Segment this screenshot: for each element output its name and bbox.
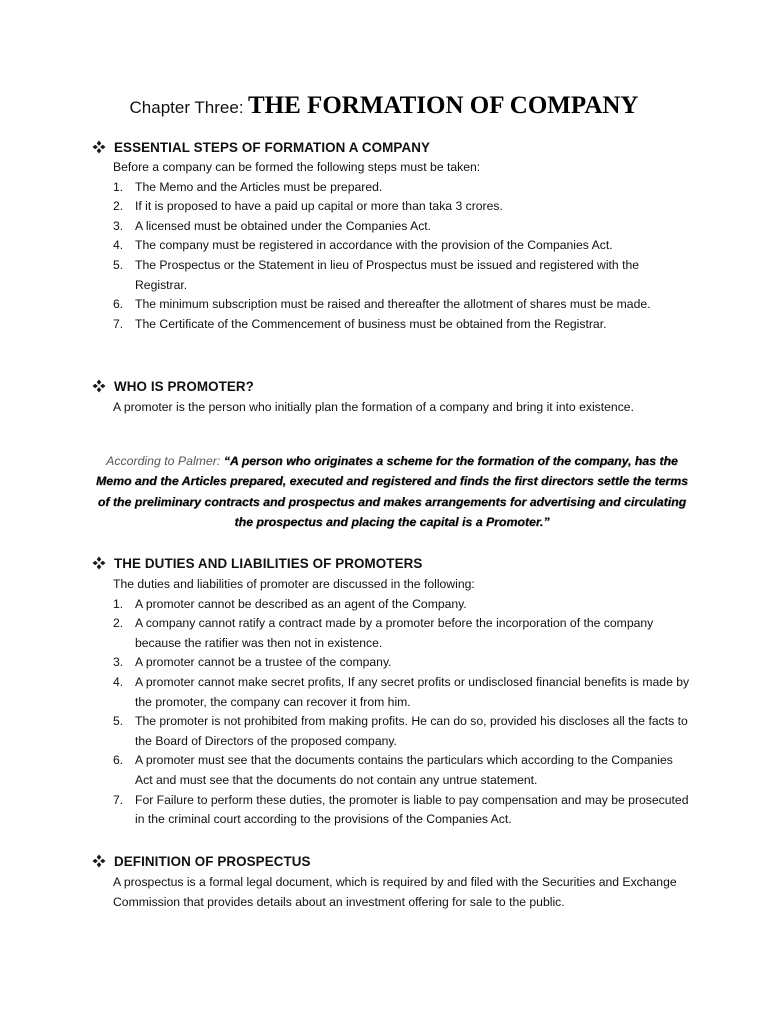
list-number: 7. <box>113 316 124 331</box>
section-heading <box>92 376 692 396</box>
list-item <box>113 595 692 615</box>
list-item <box>113 751 692 790</box>
section-essential-steps <box>92 137 692 334</box>
list-number: 7. <box>113 792 124 807</box>
list-number: 6. <box>113 753 124 768</box>
list-number: 3. <box>113 218 124 233</box>
list-text: If it is proposed to have a paid up capital or more than taka 3 crores. <box>135 199 503 214</box>
section-body <box>113 873 692 912</box>
four-diamond-bullet-icon <box>92 140 106 154</box>
section-definition-prospectus <box>92 851 692 912</box>
list-text: A promoter cannot be described as an agent of the Company. <box>135 596 467 611</box>
list-text: A company cannot ratify a contract made by a promoter before the incorporation of the company because the ratifier was then not in existence. <box>135 616 654 650</box>
section-heading-text: WHO IS PROMOTER? <box>114 378 254 394</box>
section-body <box>113 158 692 334</box>
chapter-label: Chapter Three: <box>129 98 244 117</box>
section-intro: The duties and liabilities of promoter are discussed in the following: <box>113 577 475 591</box>
list-item <box>113 197 692 217</box>
list-text: For Failure to perform these duties, the promoter is liable to pay compensation and may be prosecuted in the criminal court according to the provisions of the Companies Act. <box>135 792 689 827</box>
list-item <box>113 673 692 712</box>
list-number: 1. <box>113 596 124 611</box>
section-duties-liabilities <box>92 553 692 830</box>
list-item <box>113 614 692 653</box>
section-intro: A promoter is the person who initially plan the formation of a company and bring it into existence. <box>113 400 634 414</box>
section-heading-text: DEFINITION OF PROSPECTUS <box>114 853 311 869</box>
list-number: 2. <box>113 616 124 631</box>
list-number: 5. <box>113 257 124 272</box>
duties-list <box>113 595 692 830</box>
list-text: The Memo and the Articles must be prepared. <box>135 179 383 194</box>
chapter-title: THE FORMATION OF COMPANY <box>248 92 639 119</box>
list-text: A licensed must be obtained under the Companies Act. <box>135 218 432 233</box>
list-text: A promoter cannot make secret profits, If any secret profits or undisclosed financial benefits is made by the promoter, the company can recover it from him. <box>135 674 690 709</box>
list-text: The promoter is not prohibited from making profits. He can do so, provided his discloses all the facts to the Board of Directors of the proposed company. <box>135 714 688 748</box>
list-item <box>113 653 692 673</box>
list-item <box>113 217 692 237</box>
list-item <box>113 791 692 830</box>
four-diamond-bullet-icon <box>92 854 106 868</box>
list-text: The Prospectus or the Statement in lieu of Prospectus must be issued and registered with the Registrar. <box>135 257 640 292</box>
list-number: 2. <box>113 199 124 214</box>
list-item <box>113 236 692 256</box>
section-heading <box>92 553 692 573</box>
list-text: A promoter must see that the documents contains the particulars which according to the Companies Act and must see that the documents do not contain any untrue statement. <box>135 753 673 787</box>
section-heading-text: THE DUTIES AND LIABILITIES OF PROMOTERS <box>114 555 423 571</box>
section-intro: A prospectus is a formal legal document, which is required by and filed with the Securities and Exchange Commission that provides details about an investment offering for sale to the public. <box>113 875 677 909</box>
page-title <box>0 92 768 120</box>
section-body <box>113 398 673 418</box>
list-number: 3. <box>113 655 124 670</box>
section-body <box>113 575 692 830</box>
list-number: 1. <box>113 179 124 194</box>
four-diamond-bullet-icon <box>92 379 106 393</box>
list-item <box>113 256 692 295</box>
section-heading <box>92 137 692 157</box>
quote-attribution: According to Palmer: <box>106 454 221 468</box>
list-number: 6. <box>113 297 124 312</box>
steps-list <box>113 178 692 335</box>
section-who-is-promoter <box>92 376 692 418</box>
list-text: The company must be registered in accordance with the provision of the Companies Act. <box>135 238 613 253</box>
list-item <box>113 712 692 751</box>
palmer-quote <box>92 451 692 532</box>
four-diamond-bullet-icon <box>92 556 106 570</box>
list-number: 4. <box>113 674 124 689</box>
section-heading <box>92 851 692 871</box>
list-text: The Certificate of the Commencement of business must be obtained from the Registrar. <box>135 316 607 331</box>
list-item <box>113 295 692 315</box>
section-heading-text: ESSENTIAL STEPS OF FORMATION A COMPANY <box>114 139 431 155</box>
list-text: The minimum subscription must be raised and thereafter the allotment of shares must be made. <box>135 297 651 312</box>
list-number: 5. <box>113 714 124 729</box>
section-intro: Before a company can be formed the following steps must be taken: <box>113 160 481 174</box>
list-text: A promoter cannot be a trustee of the company. <box>135 655 392 670</box>
list-item <box>113 315 692 335</box>
list-item <box>113 178 692 198</box>
list-number: 4. <box>113 238 124 253</box>
quote-text: “A person who originates a scheme for the formation of the company, has the Memo and the Articles prepared, executed and registered and finds the first directors settle the terms of the preliminary contracts and prospectus and makes arrangements for advertising and circulating the prospectus and placing the capital is a Promoter.” <box>95 454 688 529</box>
